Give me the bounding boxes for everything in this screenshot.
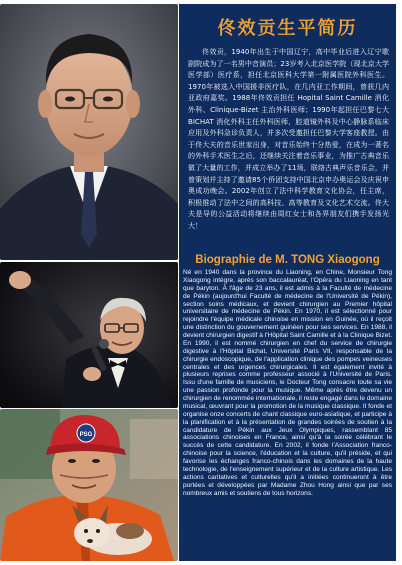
biography-panel [179, 4, 396, 561]
outdoor-with-dog-photo [0, 409, 178, 561]
chinese-biography-text: 佟效贡，1940年出生于中国辽宁，高中毕业后进入辽宁歌剧院成为了一名男中音演员；23岁考入北京医学院（现北京大学医学部）医疗系，担任北京医科大学第一附属医院外科医生。1970年被选入中国援非医疗队，在几内亚工作期间，曾获几内亚政府嘉奖。1988年佟效贡担任 Hopital Saint Camille 消化外科、Clinique-Bizet 主治外科医师；1990年起担任巴黎七大 BICHAT 消化外科主任外科医师，腔道镜外科及中心静脉系临床应用及外科急诊负责人，并多次受邀担任巴黎大学客座教授。由于佟大夫的音乐世家出身，对音乐始终十分热爱，在成为一著名的外科手术医生之后，还继续关注着音乐事业，为推广古典音乐做了大量的工作，并成立举办了11场，联络古典声乐音乐会，并曾策划并主持了邀请85个侨团支持中国北京申办奥运会及庆祝申奥成功晚会。2002年创立了法中科学教育文化协会，任主席，积极推动了法中之间的高科技、高等教育及文化艺术交流。佟大夫是导的公益活动将继续由周红女士和各界朋友们携手发扬光大！ [188, 47, 389, 230]
cap-logo: PSG [79, 432, 93, 438]
chinese-title: 佟效贡生平简历 [217, 18, 358, 39]
french-title: Biographie de M. TONG Xiaogong [195, 254, 380, 266]
french-biography-text: Né en 1940 dans la province du Liaoning, en Chine, Monsieur Tong Xiaogong intègre, après son baccalauréat, l'Opéra du Liaoning en tant que baryton. À l'âge de 23 ans, il est admis à la Faculté de médecine de Pékin (aujourd'hui Faculté de médecine de l'Université de Pékin), section soins médicaux, et devient chirurgien au Premier hôpital universitaire de médecine de Pékin. En 1970, il est sélectionné pour rejoindre l'équipe médicale chinoise en mission en Guinée, où il reçoit une distinction du gouvernement guinéen pour ses services. En 1988, il devient chirurgien digestif à l'Hôpital Saint Camille et à la Clinique Bizet. En 1990, il est nommé chirurgien en chef du service de chirurgie digestive à l'Hôpital Bichat, Université Paris VII, responsable de la chirurgie endoscopique, de l'application clinique des pompes veineuses centrales et des urgences chirurgicales. Il est également invité à plusieurs reprises comme professeur associé à l'Université de Paris. Issu d'une famille de musiciens, le Docteur Tong consacre toute sa vie une passion profonde pour la musique. Même après être devenu un chirurgien de renommée internationale, il reste engagé dans le domaine musical, œuvrant pour la promotion de la musique classique. Il fonde et organise onze concerts de chant classique euro-asiatique, et participe à la planification et à la présentation de grandes soirées de soutien à la candidature de Pékin aux Jeux Olympiques, rassemblant 85 associations chinoises en France, ainsi qu'à la soirée célébrant le succès de cette candidature. En 2002, il fonde l'Association franco-chinoise pour la science, l'éducation et la culture, qu'il préside, et qui favorise les échanges franco-chinois dans les domaines de la haute technologie, de l'enseignement supérieur et de la culture artistique. Les actions caritatives et culturelles qu'il a initiées continueront à être portées et développées par Madame Zhou Hong ainsi que par ses nombreux amis et soutiens de tous horizons. [183, 269, 392, 497]
portrait-photo [0, 4, 178, 260]
singing-performance-photo [0, 262, 178, 408]
